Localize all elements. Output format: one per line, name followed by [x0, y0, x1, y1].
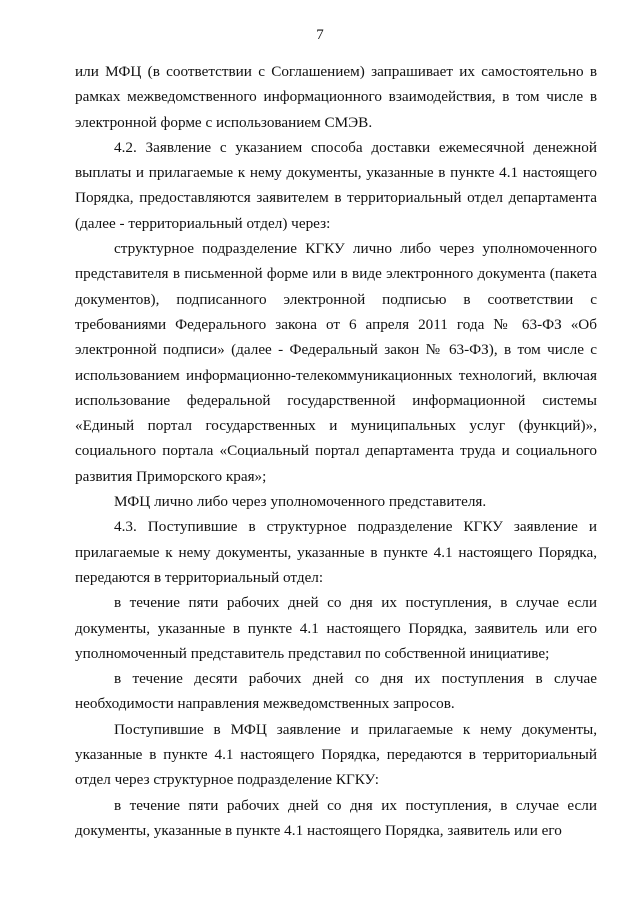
- paragraph-ten-days: в течение десяти рабочих дней со дня их поступления в случае необходимости направления межведомственных запросов.: [75, 670, 597, 713]
- page-number: 7: [316, 27, 324, 43]
- paragraph-4-3: 4.3. Поступившие в структурное подразделение КГКУ заявление и прилагаемые к нему документы, указанные в пункте 4.1 настоящего Порядка, передаются в территориальный отдел:: [75, 518, 597, 586]
- document-body: [75, 59, 597, 843]
- paragraph-mfc-submission: МФЦ лично либо через уполномоченного представителя.: [114, 493, 487, 511]
- paragraph-kgku-submission: структурное подразделение КГКУ лично либо через уполномоченного представителя в письменной форме или в виде электронного документа (пакета документов), подписанного электронной подписью в соответствии с требованиями Федерального закона от 6 апреля 2011 года № 63-ФЗ «Об электронной подписи» (далее - Федеральный закон № 63-ФЗ), в том числе с использованием информационно-телекоммуникационных технологий, включая использование федеральной государственной информационной системы «Единый портал государственных и муниципальных услуг (функций)», социального портала «Социальный портал департамента труда и социального развития Приморского края»;: [75, 240, 597, 485]
- paragraph-4-2: 4.2. Заявление с указанием способа доставки ежемесячной денежной выплаты и прилагаемые к нему документы, указанные в пункте 4.1 настоящего Порядка, предоставляются заявителем в территориальный отдел департамента (далее - территориальный отдел) через:: [75, 138, 597, 232]
- paragraph-mfc-transfer: Поступившие в МФЦ заявление и прилагаемые к нему документы, указанные в пункте 4.1 настоящего Порядка, передаются в территориальный отдел через структурное подразделение КГКУ:: [75, 720, 597, 789]
- paragraph-continuation: или МФЦ (в соответствии с Соглашением) запрашивает их самостоятельно в рамках межведомственного информационного взаимодействия, в том числе в электронной форме с использованием СМЭВ.: [75, 63, 597, 131]
- paragraph-five-days: в течение пяти рабочих дней со дня их поступления, в случае если документы, указанные в пункте 4.1 настоящего Порядка, заявитель или его уполномоченный представитель представил по собственной инициативе;: [75, 594, 597, 662]
- paragraph-five-days-mfc: в течение пяти рабочих дней со дня их поступления, в случае если документы, указанные в пункте 4.1 настоящего Порядка, заявитель или его: [75, 796, 597, 839]
